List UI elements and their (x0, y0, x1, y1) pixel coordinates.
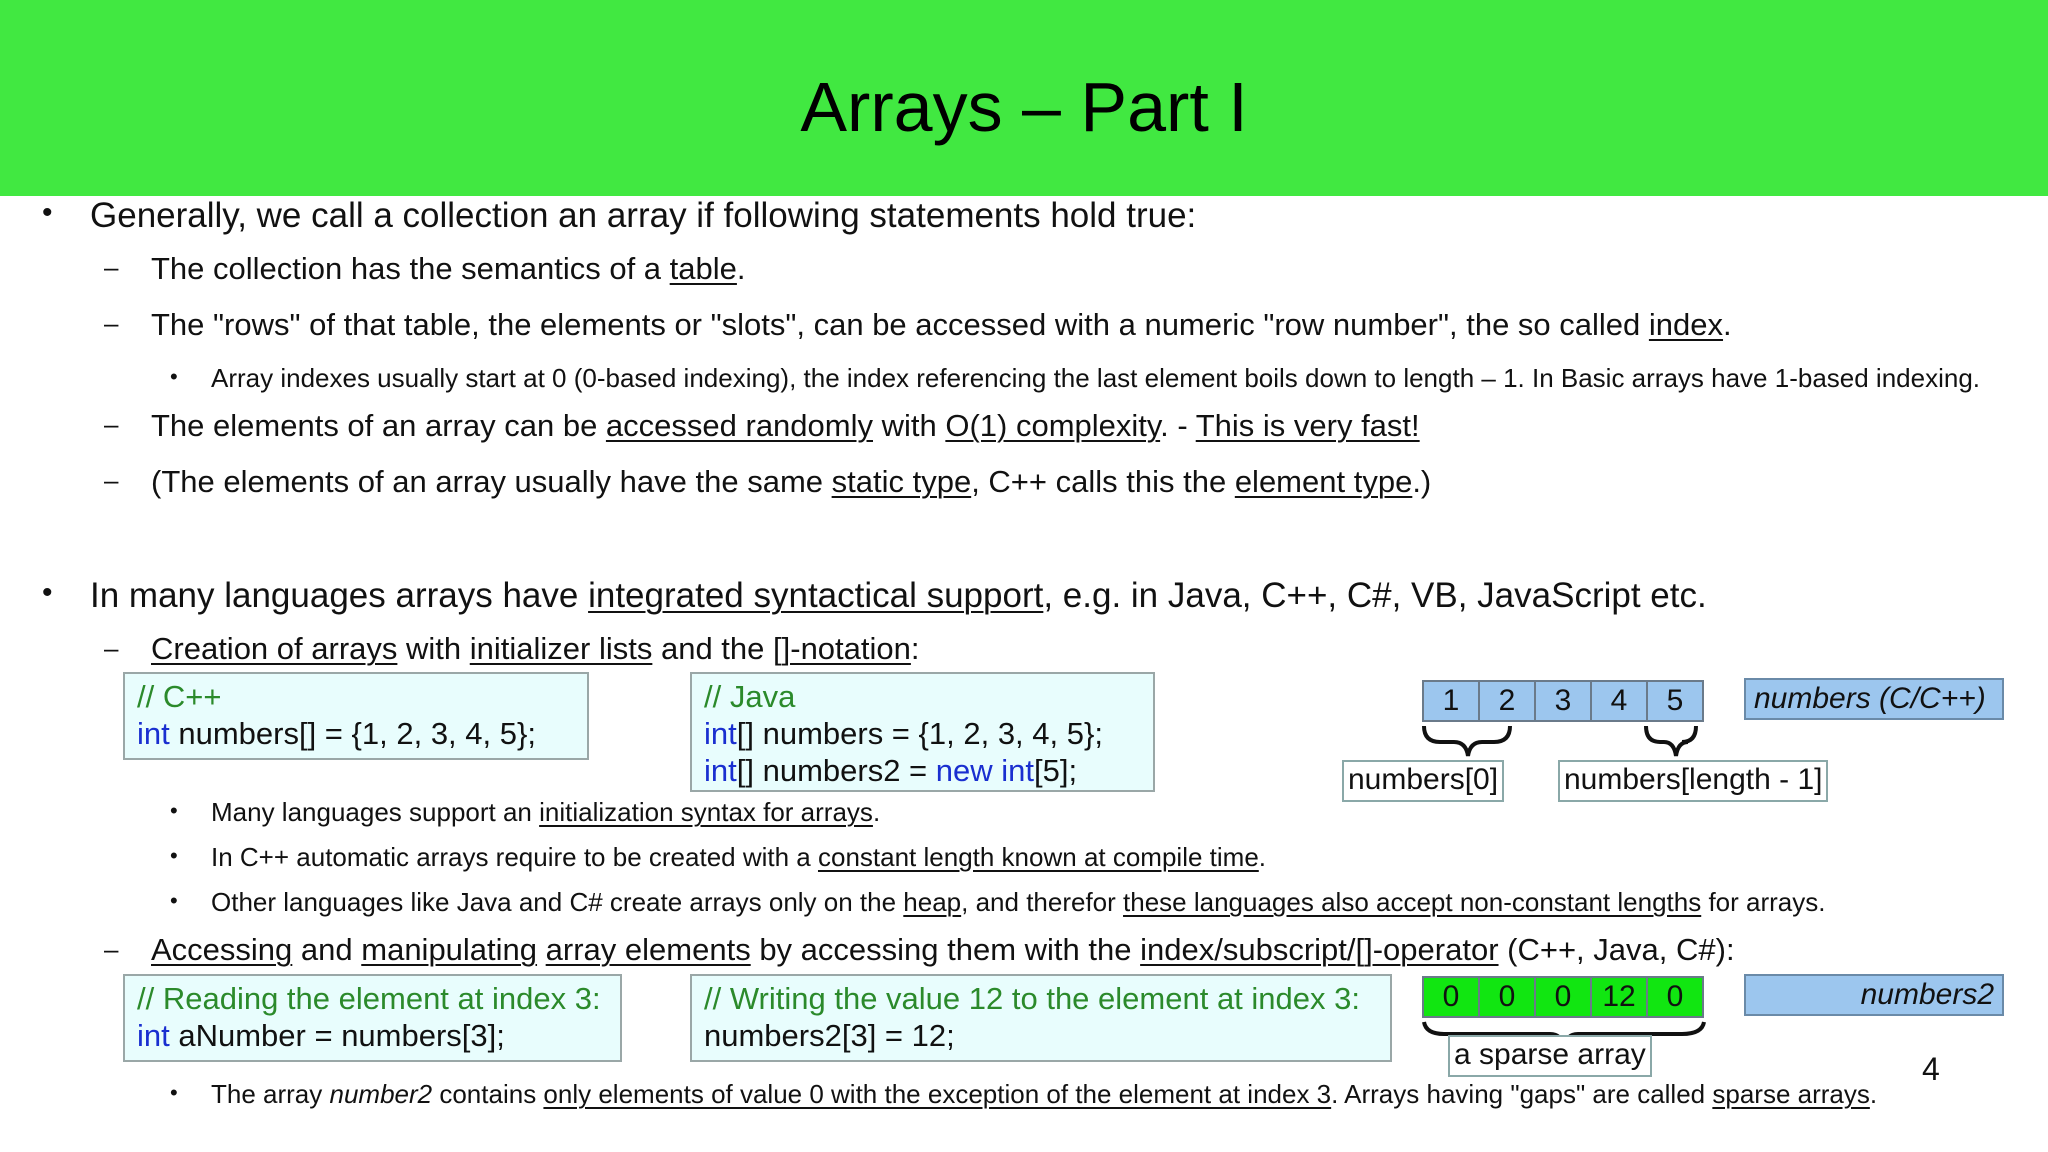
bullet-marker: • (42, 576, 53, 609)
term-number2: number2 (329, 1079, 433, 1109)
brace-last-element (1646, 726, 1696, 756)
sub-bullet-index: The "rows" of that table, the elements or "slots", can be accessed with a numeric "row number", the so called index. (151, 307, 1732, 342)
term-sparse-arrays: sparse arrays (1712, 1079, 1870, 1109)
array-cell: 0 (1478, 976, 1536, 1018)
sub-sub-bullet-heap: Other languages like Java and C# create arrays only on the heap, and therefor these languages also accept non-constant lengths for arrays. (211, 887, 1826, 917)
sub-sub-bullet-constant-length: In C++ automatic arrays require to be created with a constant length known at compile time. (211, 842, 1267, 872)
sub-bullet-accessing: Accessing and manipulating array elements by accessing them with the index/subscript/[]-operator (C++, Java, C#): (151, 932, 1735, 967)
code-comment: // Writing the value 12 to the element at index 3: (704, 981, 1360, 1016)
sub-sub-bullet-indexing: Array indexes usually start at 0 (0-based indexing), the index referencing the last element boils down to length – 1. In Basic arrays have 1-based indexing. (211, 363, 1981, 393)
bullet-2-text: In many languages arrays have integrated syntactical support, e.g. in Java, C++, C#, VB, JavaScript etc. (90, 576, 1707, 615)
bullet-marker: • (170, 364, 178, 389)
array-name-box: numbers (C/C++) (1744, 678, 2004, 720)
array-cell: 0 (1422, 976, 1480, 1018)
dash-marker: – (104, 934, 119, 964)
term-manipulating: manipulating (361, 932, 538, 967)
array-cell: 5 (1646, 680, 1704, 722)
sub-bullet-creation: Creation of arrays with initializer lists and the []-notation: (151, 631, 920, 666)
code-line: int[] numbers2 = new int[5]; (704, 753, 1078, 788)
term-accessed-randomly: accessed randomly (605, 408, 873, 443)
array-cell: 1 (1422, 680, 1480, 722)
term-heap: heap (903, 887, 962, 917)
sub-bullet-random-access: The elements of an array can be accessed randomly with O(1) complexity. - This is very fast! (151, 408, 1420, 443)
term-complexity: O(1) complexity (945, 408, 1161, 443)
code-box-java (690, 672, 1155, 792)
dash-marker: – (104, 252, 119, 282)
term-only-zero-elements: only elements of value 0 with the exception of the element at index 3 (543, 1079, 1332, 1109)
term-element-type: element type (1234, 464, 1413, 499)
code-box-write (690, 974, 1392, 1062)
code-line: int[] numbers = {1, 2, 3, 4, 5}; (704, 716, 1103, 751)
array-cell: 2 (1478, 680, 1536, 722)
term-init-syntax: initialization syntax for arrays (539, 797, 873, 827)
term-bracket-notation: []-notation (773, 631, 911, 666)
sub-bullet-table: The collection has the semantics of a table. (151, 251, 746, 286)
slide-title: Arrays – Part I (800, 68, 1248, 146)
label-last-element: numbers[length - 1] (1558, 760, 1828, 802)
term-very-fast: This is very fast! (1195, 408, 1420, 443)
code-line: numbers2[3] = 12; (704, 1018, 955, 1053)
code-box-read (123, 974, 622, 1062)
code-line: int aNumber = numbers[3]; (137, 1018, 505, 1053)
sub-sub-bullet-sparse: The array number2 contains only elements of value 0 with the exception of the element at index 3. Arrays having "gaps" are called sparse arrays. (211, 1079, 1878, 1109)
bullet-marker: • (170, 798, 178, 823)
code-line: int numbers[] = {1, 2, 3, 4, 5}; (137, 716, 536, 751)
array-numbers (1422, 680, 1704, 722)
code-comment: // C++ (137, 679, 222, 714)
sub-sub-bullet-init-syntax: Many languages support an initialization syntax for arrays. (211, 797, 881, 827)
dash-marker: – (104, 409, 119, 439)
brace-first-element (1424, 726, 1510, 756)
brace-shapes (1420, 722, 1700, 762)
term-index: index (1648, 307, 1724, 342)
term-creation-of-arrays: Creation of arrays (151, 631, 398, 666)
term-accessing: Accessing (151, 932, 293, 967)
code-box-cpp (123, 672, 589, 760)
array-cell: 4 (1590, 680, 1648, 722)
dash-marker: – (104, 465, 119, 495)
array-cell: 3 (1534, 680, 1592, 722)
bullet-marker: • (170, 888, 178, 913)
array-cell: 12 (1590, 976, 1648, 1018)
array-cell: 0 (1646, 976, 1704, 1018)
term-index-operator: index/subscript/[]-operator (1140, 932, 1499, 967)
bullet-marker: • (42, 196, 53, 229)
page-number: 4 (1922, 1051, 1940, 1087)
sub-bullet-static-type: (The elements of an array usually have the same static type, C++ calls this the element type.) (151, 464, 1432, 499)
label-sparse-array: a sparse array (1448, 1035, 1652, 1077)
code-comment: // Java (704, 679, 796, 714)
bullet-1-text: Generally, we call a collection an array if following statements hold true: (90, 196, 1197, 235)
array-cell: 0 (1534, 976, 1592, 1018)
dash-marker: – (104, 633, 119, 663)
term-table: table (669, 251, 737, 286)
term-initializer-lists: initializer lists (469, 631, 653, 666)
code-comment: // Reading the element at index 3: (137, 981, 601, 1016)
dash-marker: – (104, 308, 119, 338)
term-syntactical-support: integrated syntactical support (588, 576, 1044, 615)
array-numbers2 (1422, 976, 1704, 1018)
term-array-elements: array elements (545, 932, 751, 967)
term-non-constant-lengths: these languages also accept non-constant lengths (1123, 887, 1702, 917)
bullet-marker: • (170, 843, 178, 868)
label-first-element: numbers[0] (1342, 760, 1504, 802)
array2-name-box: numbers2 (1744, 974, 2004, 1016)
term-static-type: static type (831, 464, 972, 499)
term-constant-length: constant length known at compile time (817, 842, 1259, 872)
bullet-marker: • (170, 1080, 178, 1105)
